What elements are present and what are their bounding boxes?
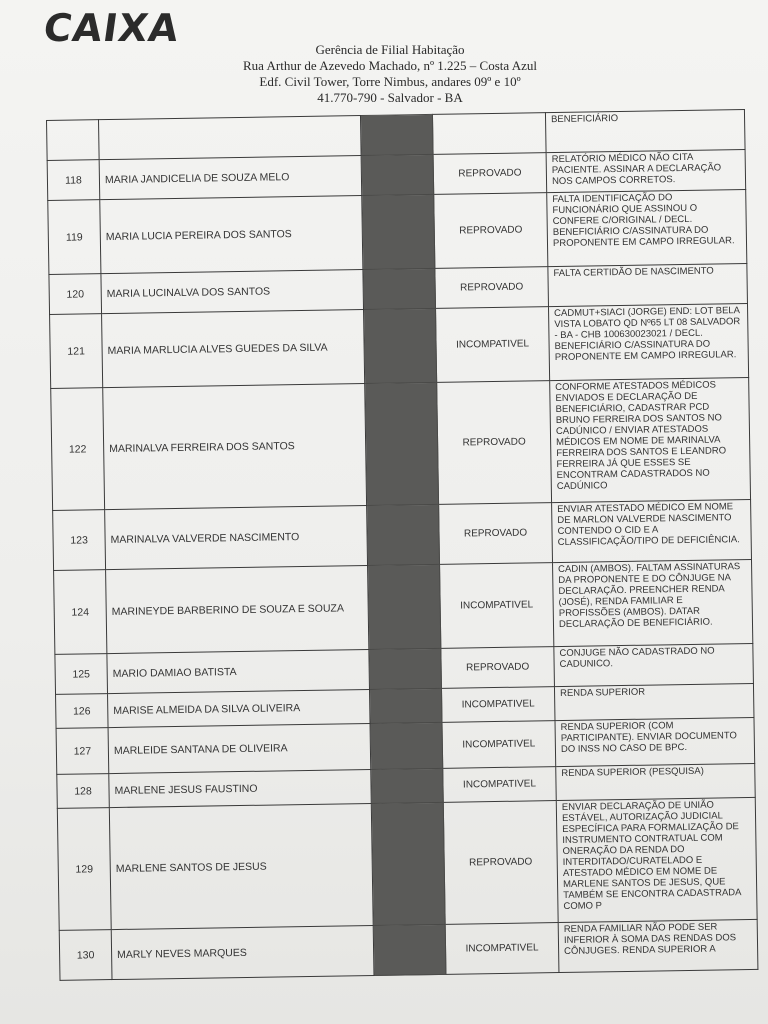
redacted-column [360, 114, 433, 155]
applicant-name: MARISE ALMEIDA DA SILVA OLIVEIRA [108, 689, 371, 727]
status-cell: INCOMPATIVEL [445, 923, 559, 975]
table-row [57, 797, 757, 930]
applicant-name: MARLENE JESUS FAUSTINO [109, 769, 372, 807]
applicant-name [99, 116, 362, 160]
status-cell: REPROVADO [434, 193, 548, 269]
letterhead-line-2: Rua Arthur de Azevedo Machado, nº 1.225 – Costa Azul [243, 58, 537, 73]
row-number: 121 [50, 314, 103, 389]
row-number: 123 [53, 510, 106, 571]
status-cell: REPROVADO [443, 801, 558, 925]
row-number: 120 [49, 274, 102, 315]
status-cell: REPROVADO [437, 381, 552, 505]
applicant-name: MARINALVA FERREIRA DOS SANTOS [103, 384, 367, 510]
letterhead-line-1: Gerência de Filial Habitação [315, 42, 465, 57]
redacted-column [369, 648, 442, 689]
applicant-name: MARIA MARLUCIA ALVES GUEDES DA SILVA [102, 310, 365, 388]
status-cell: INCOMPATIVEL [440, 563, 554, 649]
observation-cell: RENDA SUPERIOR (PESQUISA) [556, 763, 756, 800]
redacted-column [373, 924, 446, 975]
letterhead-line-3: Edf. Civil Tower, Torre Nimbus, andares 09º e 10º [259, 74, 521, 89]
table-row [51, 377, 751, 510]
redacted-column [361, 154, 434, 195]
row-number: 126 [56, 694, 109, 729]
redacted-column [368, 564, 441, 649]
observation-cell: CONFORME ATESTADOS MÉDICOS ENVIADOS E DECLARAÇÃO DE BENEFICIÁRIO, CADASTRAR PCD BRUNO FERREIRA DOS SANTOS NO CADÚNICO / ENVIAR ATESTADOS MÉDICOS EM NOME DE MARINALVA FERREIRA DOS SANTOS E LEANDRO FERREIRA JÁ QUE ESSES SE ENCONTRAM CADASTRADOS NO CADÚNICO [550, 377, 751, 502]
row-number: 119 [48, 200, 101, 275]
status-cell: REPROVADO [441, 647, 555, 689]
caixa-logo: CAIXA [40, 6, 183, 50]
status-cell: INCOMPATIVEL [441, 687, 555, 723]
observation-cell: CONJUGE NÃO CADASTRADO NO CADUNICO. [554, 643, 754, 686]
observation-cell: CADMUT+SIACI (JORGE) END: LOT BELA VISTA LOBATO QD Nº65 LT 08 SALVADOR - BA - CHB 100630023021 / DECL. BENEFICIÁRIO C/ASSINATURA DO PROPONENTE EM CAMPO IRREGULAR. [548, 304, 748, 381]
applicant-name: MARLEIDE SANTANA DE OLIVEIRA [108, 723, 371, 773]
table-row [59, 919, 758, 980]
observation-cell: RELATÓRIO MÉDICO NÃO CITA PACIENTE. ASSINAR A DECLARAÇÃO NOS CAMPOS CORRETOS. [546, 150, 746, 193]
observation-cell: CADIN (AMBOS). FALTAM ASSINATURAS DA PROPONENTE E DO CÔNJUGE NA DECLARAÇÃO. PREENCHER RENDA (JOSÉ), RENDA FAMILIAR E PROFISSÕES (AMBOS). DATAR DECLARAÇÃO DE BENEFICIÁRIO. [553, 559, 753, 646]
redacted-column [365, 382, 439, 505]
results-table-wrapper [46, 109, 758, 1000]
observation-cell: ENVIAR DECLARAÇÃO DE UNIÃO ESTÁVEL, AUTORIZAÇÃO JUDICIAL ESPECÍFICA PARA FORMALIZAÇÃO DE INSTRUMENTO CONTRATUAL COM ONERAÇÃO DA RENDA DO INTERDITADO/CURATELADO E ATESTADO MÉDICO EM NOME DE MARLENE SANTOS DE JESUS, QUE TAMBÉM SE ENCONTRA CADASTRADA COMO P [556, 797, 757, 922]
applicant-name: MARINALVA VALVERDE NASCIMENTO [105, 506, 368, 570]
applicant-name: MARINEYDE BARBERINO DE SOUZA E SOUZA [106, 566, 369, 654]
redacted-column [367, 504, 440, 565]
redacted-column [362, 194, 435, 269]
observation-cell: BENEFICIÁRIO [545, 110, 745, 153]
row-number: 127 [56, 728, 109, 775]
applicant-name: MARIO DAMIAO BATISTA [107, 649, 370, 693]
redacted-column [369, 688, 442, 723]
applicant-name: MARLENE SANTOS DE JESUS [109, 803, 373, 929]
redacted-column [371, 802, 445, 925]
applicant-name: MARIA JANDICELIA DE SOUZA MELO [99, 156, 362, 200]
row-number: 129 [57, 808, 111, 931]
status-cell: INCOMPATIVEL [436, 307, 550, 383]
row-number: 128 [57, 774, 110, 809]
row-number: 124 [54, 570, 107, 655]
status-cell: REPROVADO [439, 503, 553, 565]
observation-cell: RENDA FAMILIAR NÃO PODE SER INFERIOR À SOMA DAS RENDAS DOS CÔNJUGES. RENDA SUPERIOR A [558, 919, 758, 972]
row-number: 130 [59, 930, 112, 981]
row-number: 118 [47, 160, 100, 201]
row-number [47, 120, 100, 161]
table-row [50, 304, 749, 389]
letterhead [0, 42, 768, 106]
observation-cell: FALTA IDENTIFICAÇÃO DO FUNCIONÁRIO QUE ASSINOU O CONFERE C/ORIGINAL / DECL. BENEFICIÁRIO C/ASSINATURA DO PROPONENTE EM CAMPO IRREGULAR. [547, 190, 747, 267]
table-row [53, 499, 752, 570]
redacted-column [370, 722, 443, 769]
status-cell: REPROVADO [433, 153, 547, 195]
letterhead-line-4: 41.770-790 - Salvador - BA [317, 90, 463, 105]
observation-cell: RENDA SUPERIOR (COM PARTICIPANTE). ENVIAR DOCUMENTO DO INSS NO CASO DE BPC. [555, 717, 755, 766]
observation-cell: ENVIAR ATESTADO MÉDICO EM NOME DE MARLON VALVERDE NASCIMENTO CONTENDO O CID E A CLASSIFICAÇÃO/TIPO DE DEFICIÊNCIA. [552, 499, 752, 562]
observation-cell: RENDA SUPERIOR [554, 683, 754, 720]
observation-cell: FALTA CERTIDÃO DE NASCIMENTO [548, 264, 748, 307]
applicant-name: MARIA LUCINALVA DOS SANTOS [101, 270, 364, 314]
row-number: 125 [55, 654, 108, 695]
redacted-column [363, 268, 436, 309]
status-cell: INCOMPATIVEL [443, 767, 557, 803]
status-cell: REPROVADO [435, 267, 549, 309]
row-number: 122 [51, 388, 105, 511]
table-row [48, 190, 747, 275]
applicant-name: MARLY NEVES MARQUES [111, 925, 374, 979]
results-table [46, 109, 758, 981]
redacted-column [364, 308, 437, 383]
redacted-column [371, 768, 444, 803]
table-row [54, 559, 753, 654]
status-cell [432, 113, 546, 155]
applicant-name: MARIA LUCIA PEREIRA DOS SANTOS [100, 196, 363, 274]
status-cell: INCOMPATIVEL [442, 721, 556, 769]
